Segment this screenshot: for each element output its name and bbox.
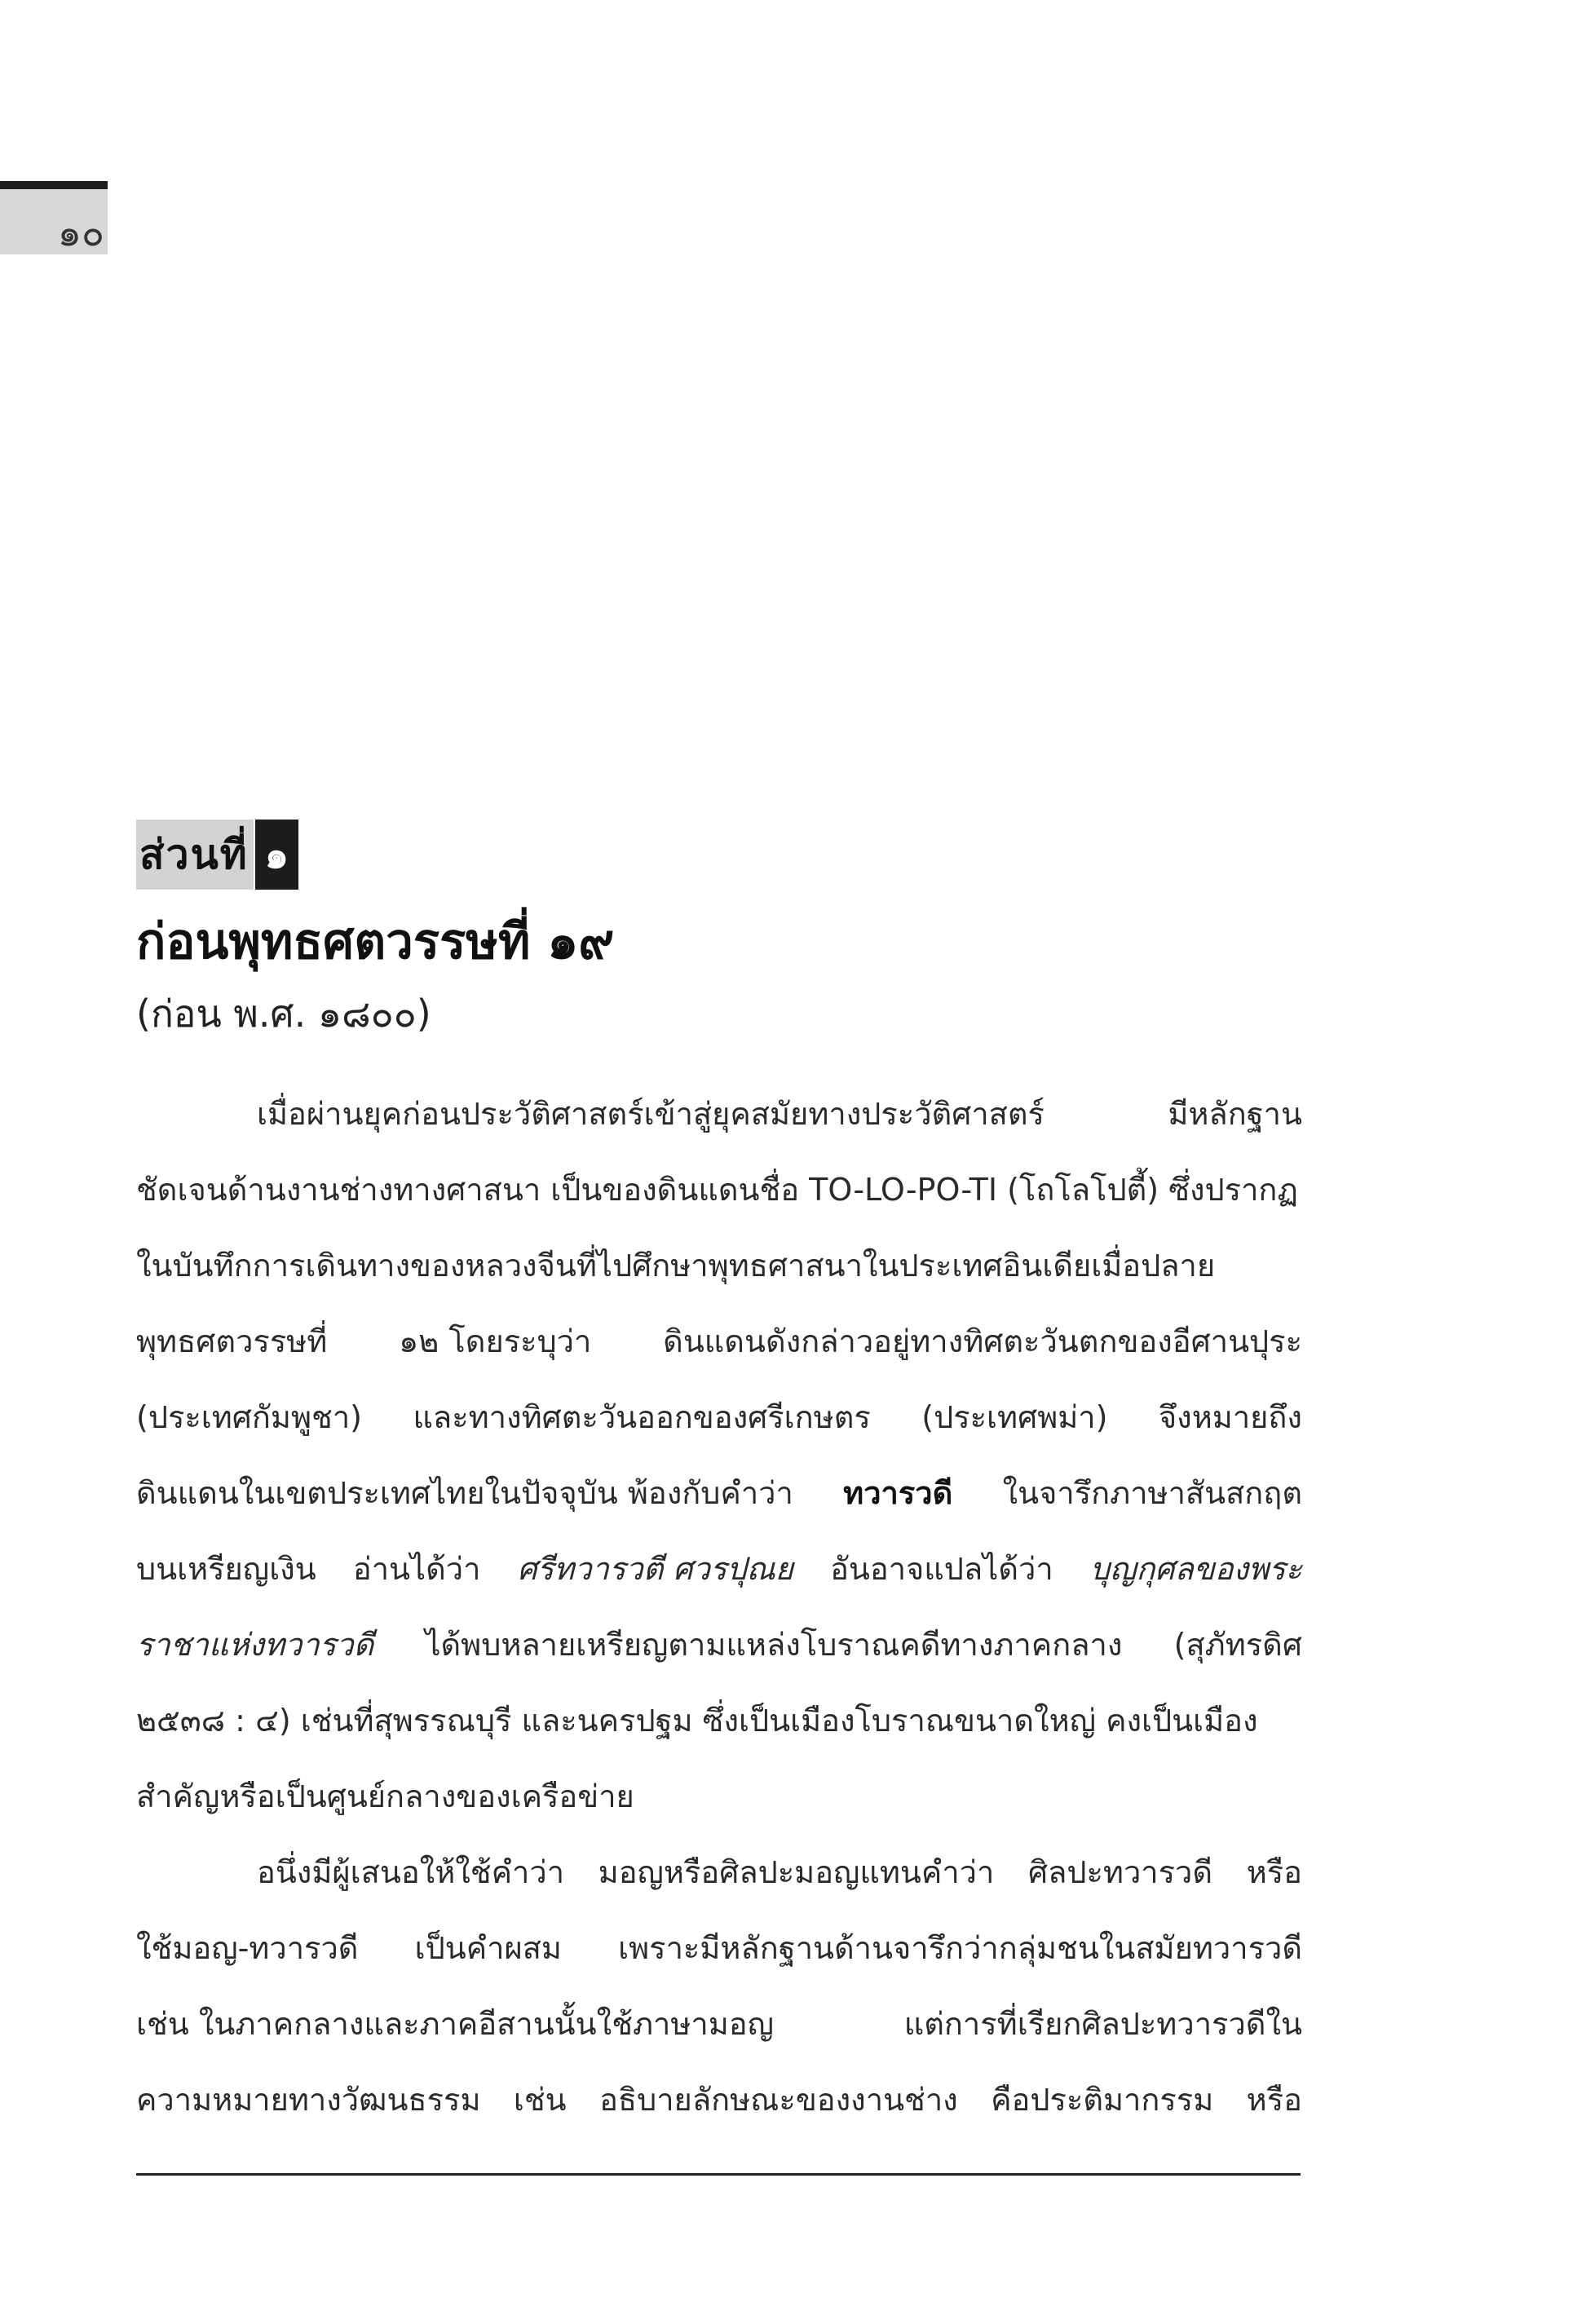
- text-run: หรือ: [1246, 2082, 1302, 2118]
- footer-rule: [136, 2173, 1301, 2176]
- paragraph-line: [136, 1759, 1302, 1835]
- text-run: (ประเทศพม่า): [921, 1399, 1108, 1435]
- paragraph-line: [136, 1076, 1302, 1152]
- text-run: ในจารึกภาษาสันสกฤต: [1002, 1475, 1302, 1511]
- text-run: (สุภัทรดิศ: [1173, 1627, 1302, 1663]
- text-run: เมื่อผ่านยุคก่อนประวัติศาสตร์เข้าสู่ยุคสมัยทางประวัติศาสตร์: [257, 1096, 1045, 1132]
- chapter-subtitle: (ก่อน พ.ศ. ๑๘๐๐): [136, 992, 431, 1036]
- text-run: จึงหมายถึง: [1158, 1399, 1302, 1435]
- paragraph-line: [136, 1911, 1302, 1986]
- chapter-title: ก่อนพุทธศตวรรษที่ ๑๙: [136, 913, 615, 970]
- text-run: อนึ่งมีผู้เสนอให้ใช้คำว่า: [257, 1854, 565, 1890]
- text-run: แต่การที่เรียกศิลปะทวารวดีใน: [903, 2006, 1302, 2042]
- page-number-tab: [0, 181, 108, 254]
- body-text: [136, 1076, 1302, 2138]
- text-run: หรือ: [1246, 1854, 1302, 1890]
- text-run: ศิลปะทวารวดี: [1027, 1854, 1213, 1890]
- text-run: เช่น: [513, 2082, 567, 2118]
- section-label: [136, 820, 298, 890]
- paragraph-line: [136, 1986, 1302, 2062]
- text-run: และทางทิศตะวันออกของศรีเกษตร: [413, 1399, 871, 1435]
- text-run: ได้พบหลายเหรียญตามแหล่งโบราณคดีทางภาคกลาง: [425, 1627, 1123, 1663]
- text-run: ดินแดนดังกล่าวอยู่ทางทิศตะวันตกของอีศานปุระ: [663, 1323, 1302, 1359]
- section-number-badge: ๑: [255, 820, 298, 890]
- page-number: ๑๐: [57, 210, 104, 254]
- text-run: ความหมายทางวัฒนธรรม: [136, 2082, 481, 2118]
- paragraph-line: [136, 1683, 1302, 1759]
- text-run: ๒๕๓๘ : ๔) เช่นที่สุพรรณบุรี และนครปฐม ซึ่งเป็นเมืองโบราณขนาดใหญ่ คงเป็นเมือง: [136, 1703, 1258, 1739]
- text-run: เช่น ในภาคกลางและภาคอีสานนั้นใช้ภาษามอญ: [136, 2006, 775, 2042]
- italic-term: ศรีทวารวตี ศวรปุณย: [517, 1551, 793, 1587]
- text-run: อ่านได้ว่า: [352, 1551, 481, 1587]
- text-run: อธิบายลักษณะของงานช่าง: [599, 2082, 958, 2118]
- text-run: ในบันทึกการเดินทางของหลวงจีนที่ไปศึกษาพุทธศาสนาในประเทศอินเดียเมื่อปลาย: [136, 1248, 1216, 1284]
- text-run: ๑๒ โดยระบุว่า: [399, 1323, 592, 1359]
- text-run: คือประติมากรรม: [991, 2082, 1214, 2118]
- paragraph-line: [136, 1607, 1302, 1683]
- paragraph-line: [136, 1380, 1302, 1456]
- text-run: ชัดเจนด้านงานช่างทางศาสนา เป็นของดินแดนชื่อ TO-LO-PO-TI (โถโลโปตี้) ซึ่งปรากฏ: [136, 1172, 1298, 1208]
- italic-term: ราชาแห่งทวารวดี: [136, 1627, 374, 1663]
- paragraph-line: [136, 1531, 1302, 1607]
- text-run: เพราะมีหลักฐานด้านจารึกว่ากลุ่มชนในสมัยทวารวดี: [618, 1930, 1302, 1966]
- text-run: เป็นคำผสม: [414, 1930, 562, 1966]
- text-run: บนเหรียญเงิน: [136, 1551, 316, 1587]
- text-run: ใช้มอญ-ทวารวดี: [136, 1930, 359, 1966]
- text-run: มีหลักฐาน: [1168, 1096, 1302, 1132]
- bold-term: ทวารวดี: [843, 1475, 953, 1511]
- text-run: ดินแดนในเขตประเทศไทยในปัจจุบัน พ้องกับคำว่า: [136, 1475, 793, 1511]
- paragraph-line: [136, 1228, 1302, 1304]
- paragraph-line: [136, 1304, 1302, 1380]
- text-run: สำคัญหรือเป็นศูนย์กลางของเครือข่าย: [136, 1778, 634, 1814]
- paragraph-line: [136, 1152, 1302, 1228]
- text-run: มอญหรือศิลปะมอญแทนคำว่า: [598, 1854, 995, 1890]
- text-run: อันอาจแปลได้ว่า: [830, 1551, 1053, 1587]
- page-tab-bar: [0, 181, 108, 189]
- section-label-text: ส่วนที่: [136, 820, 254, 890]
- paragraph-line: [136, 2062, 1302, 2138]
- text-run: พุทธศตวรรษที่: [136, 1323, 328, 1359]
- paragraph-line: [136, 1835, 1302, 1911]
- paragraph-line: [136, 1456, 1302, 1531]
- italic-term: บุญกุศลของพระ: [1089, 1551, 1302, 1587]
- text-run: (ประเทศกัมพูชา): [136, 1399, 362, 1435]
